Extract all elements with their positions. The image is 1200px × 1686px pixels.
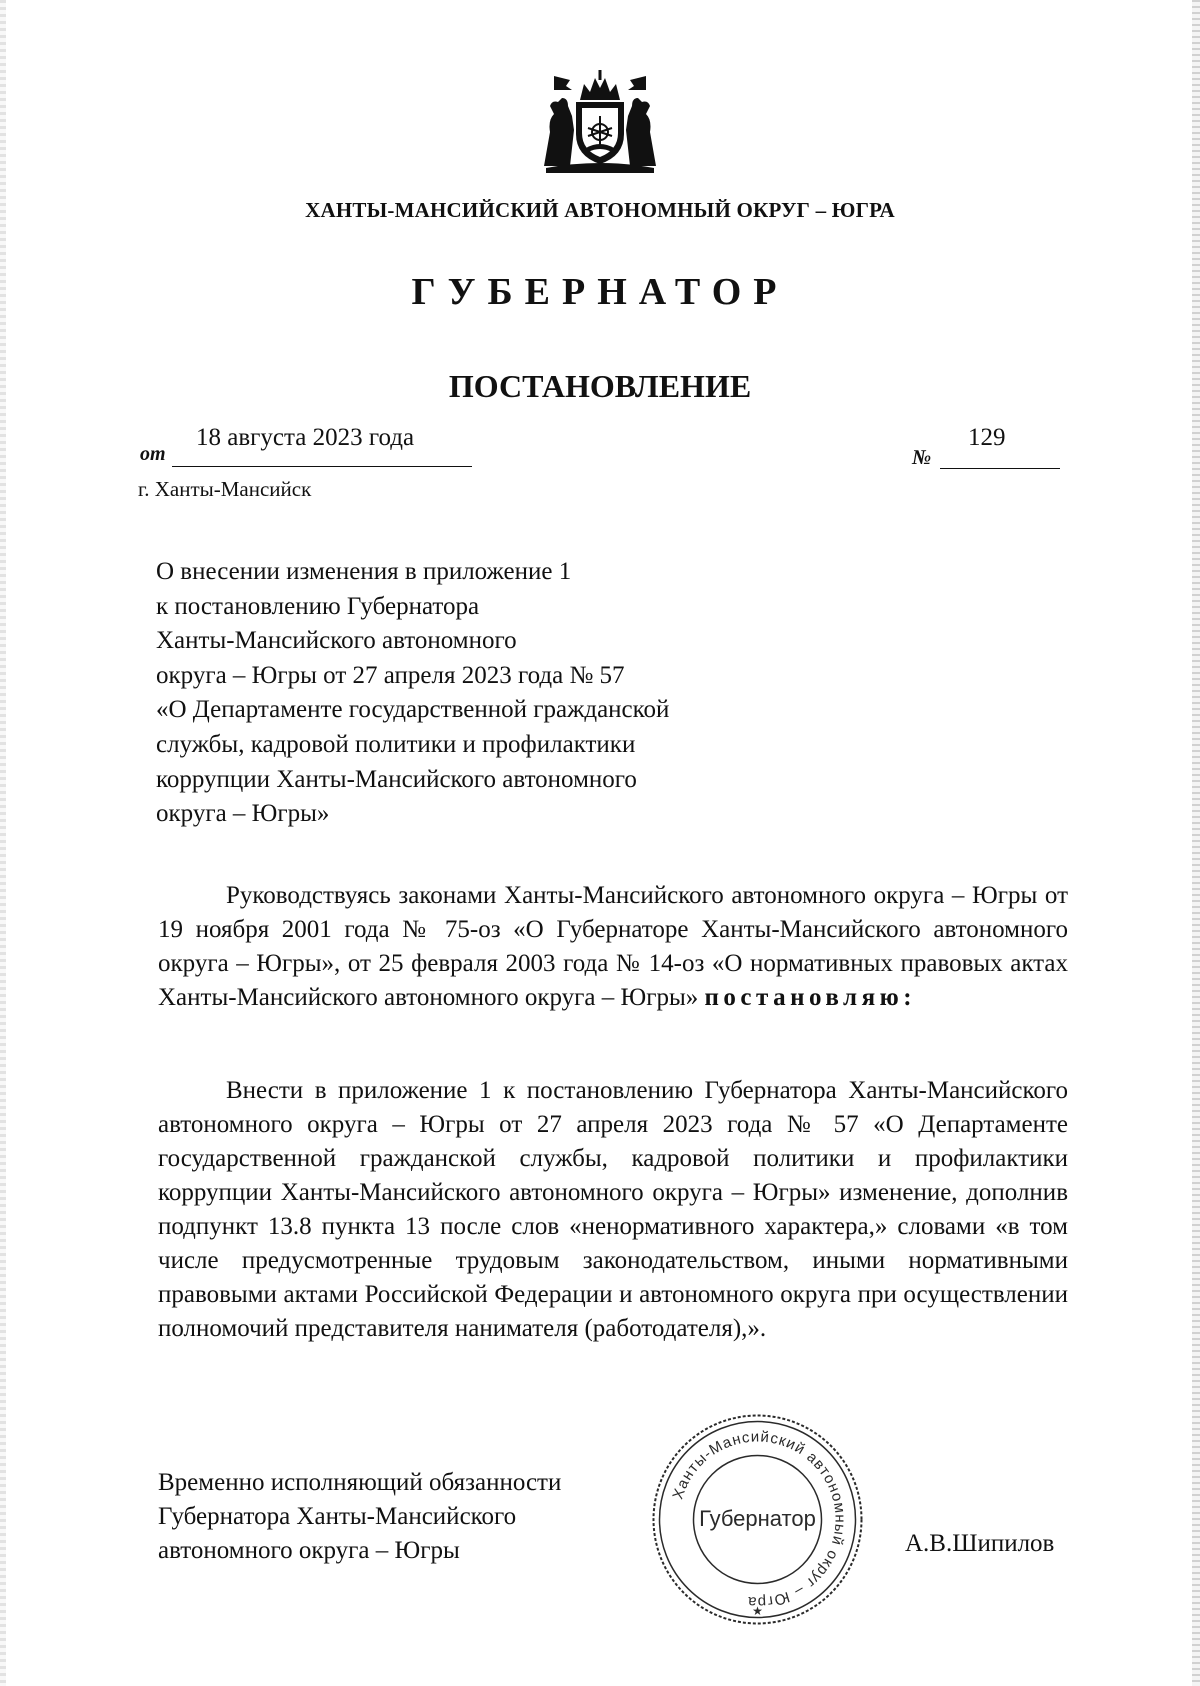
paragraph-text: Внести в приложение 1 к постановлению Губернатора Ханты-Мансийского автономного округа – Югры от 27 апреля 2023 года № 57 «О Департаменте государственной гражданской службы, кадровой политики и профилактики коррупции Ханты-Мансийского автономного округа – Югры» изменение, дополнив подпункт 13.8 пункта 13 после слов «ненормативного характера,» словами «в том числе предусмотренные трудовым законодательством, иными нормативными правовыми актами Российской Федерации и автономного округа при осуществлении полномочий представителя нанимателя (работодателя),». [158, 1077, 1068, 1342]
city: г. Ханты-Мансийск [138, 477, 312, 501]
paragraph-text: Руководствуясь законами Ханты-Мансийского автономного округа – Югры от 19 ноября 2001 года № 75-оз «О Губернаторе Ханты-Мансийского автономного округа – Югры», от 25 февраля 2003 года № 14-оз «О нормативных правовых актах Ханты-Мансийского автономного округа – Югры» [158, 882, 1068, 1011]
date-underline [172, 466, 472, 467]
signatory-title-line: Губернатора Ханты-Мансийского [158, 1503, 517, 1530]
document-date: 18 августа 2023 года [196, 424, 415, 451]
svg-text:★: ★ [752, 1604, 763, 1618]
document-number: 129 [968, 424, 1006, 451]
signatory-title-line: автономного округа – Югры [158, 1537, 460, 1564]
body-paragraph-2 [158, 1074, 1068, 1346]
subject-line: «О Департаменте государственной гражданской [156, 696, 670, 724]
subject-line: округа – Югры» [156, 800, 330, 828]
number-label: № [912, 445, 932, 469]
region-name: ХАНТЫ-МАНСИЙСКИЙ АВТОНОМНЫЙ ОКРУГ – ЮГРА [305, 198, 895, 222]
coat-of-arms-icon [540, 70, 660, 175]
scan-edge-right [1192, 0, 1200, 1686]
signatory-title [158, 1466, 561, 1568]
document-subject [156, 555, 776, 832]
svg-text:Губернатор: Губернатор [699, 1506, 816, 1531]
governor-heading: ГУБЕРНАТОР [411, 271, 789, 313]
body-paragraph-1 [158, 879, 1068, 1015]
subject-line: округа – Югры от 27 апреля 2023 года № 57 [156, 661, 625, 689]
document-type: ПОСТАНОВЛЕНИЕ [448, 368, 752, 404]
date-label: от [140, 443, 166, 465]
subject-line: службы, кадровой политики и профилактики [156, 730, 636, 758]
resolution-word: постановляю: [704, 984, 917, 1011]
official-seal-stamp [650, 1412, 865, 1627]
subject-line: О внесении изменения в приложение 1 [156, 558, 572, 585]
signatory-name: А.В.Шипилов [905, 1530, 1055, 1557]
svg-text:Ханты-Мансийский автономный ок: Ханты-Мансийский автономный округ – Югра [669, 1428, 849, 1611]
scan-edge-left [0, 0, 6, 1686]
signatory-title-line: Временно исполняющий обязанности [158, 1469, 562, 1496]
subject-line: Ханты-Мансийского автономного [156, 627, 517, 655]
subject-line: коррупции Ханты-Мансийского автономного [156, 765, 637, 793]
number-underline [940, 468, 1060, 469]
subject-line: к постановлению Губернатора [156, 592, 480, 620]
